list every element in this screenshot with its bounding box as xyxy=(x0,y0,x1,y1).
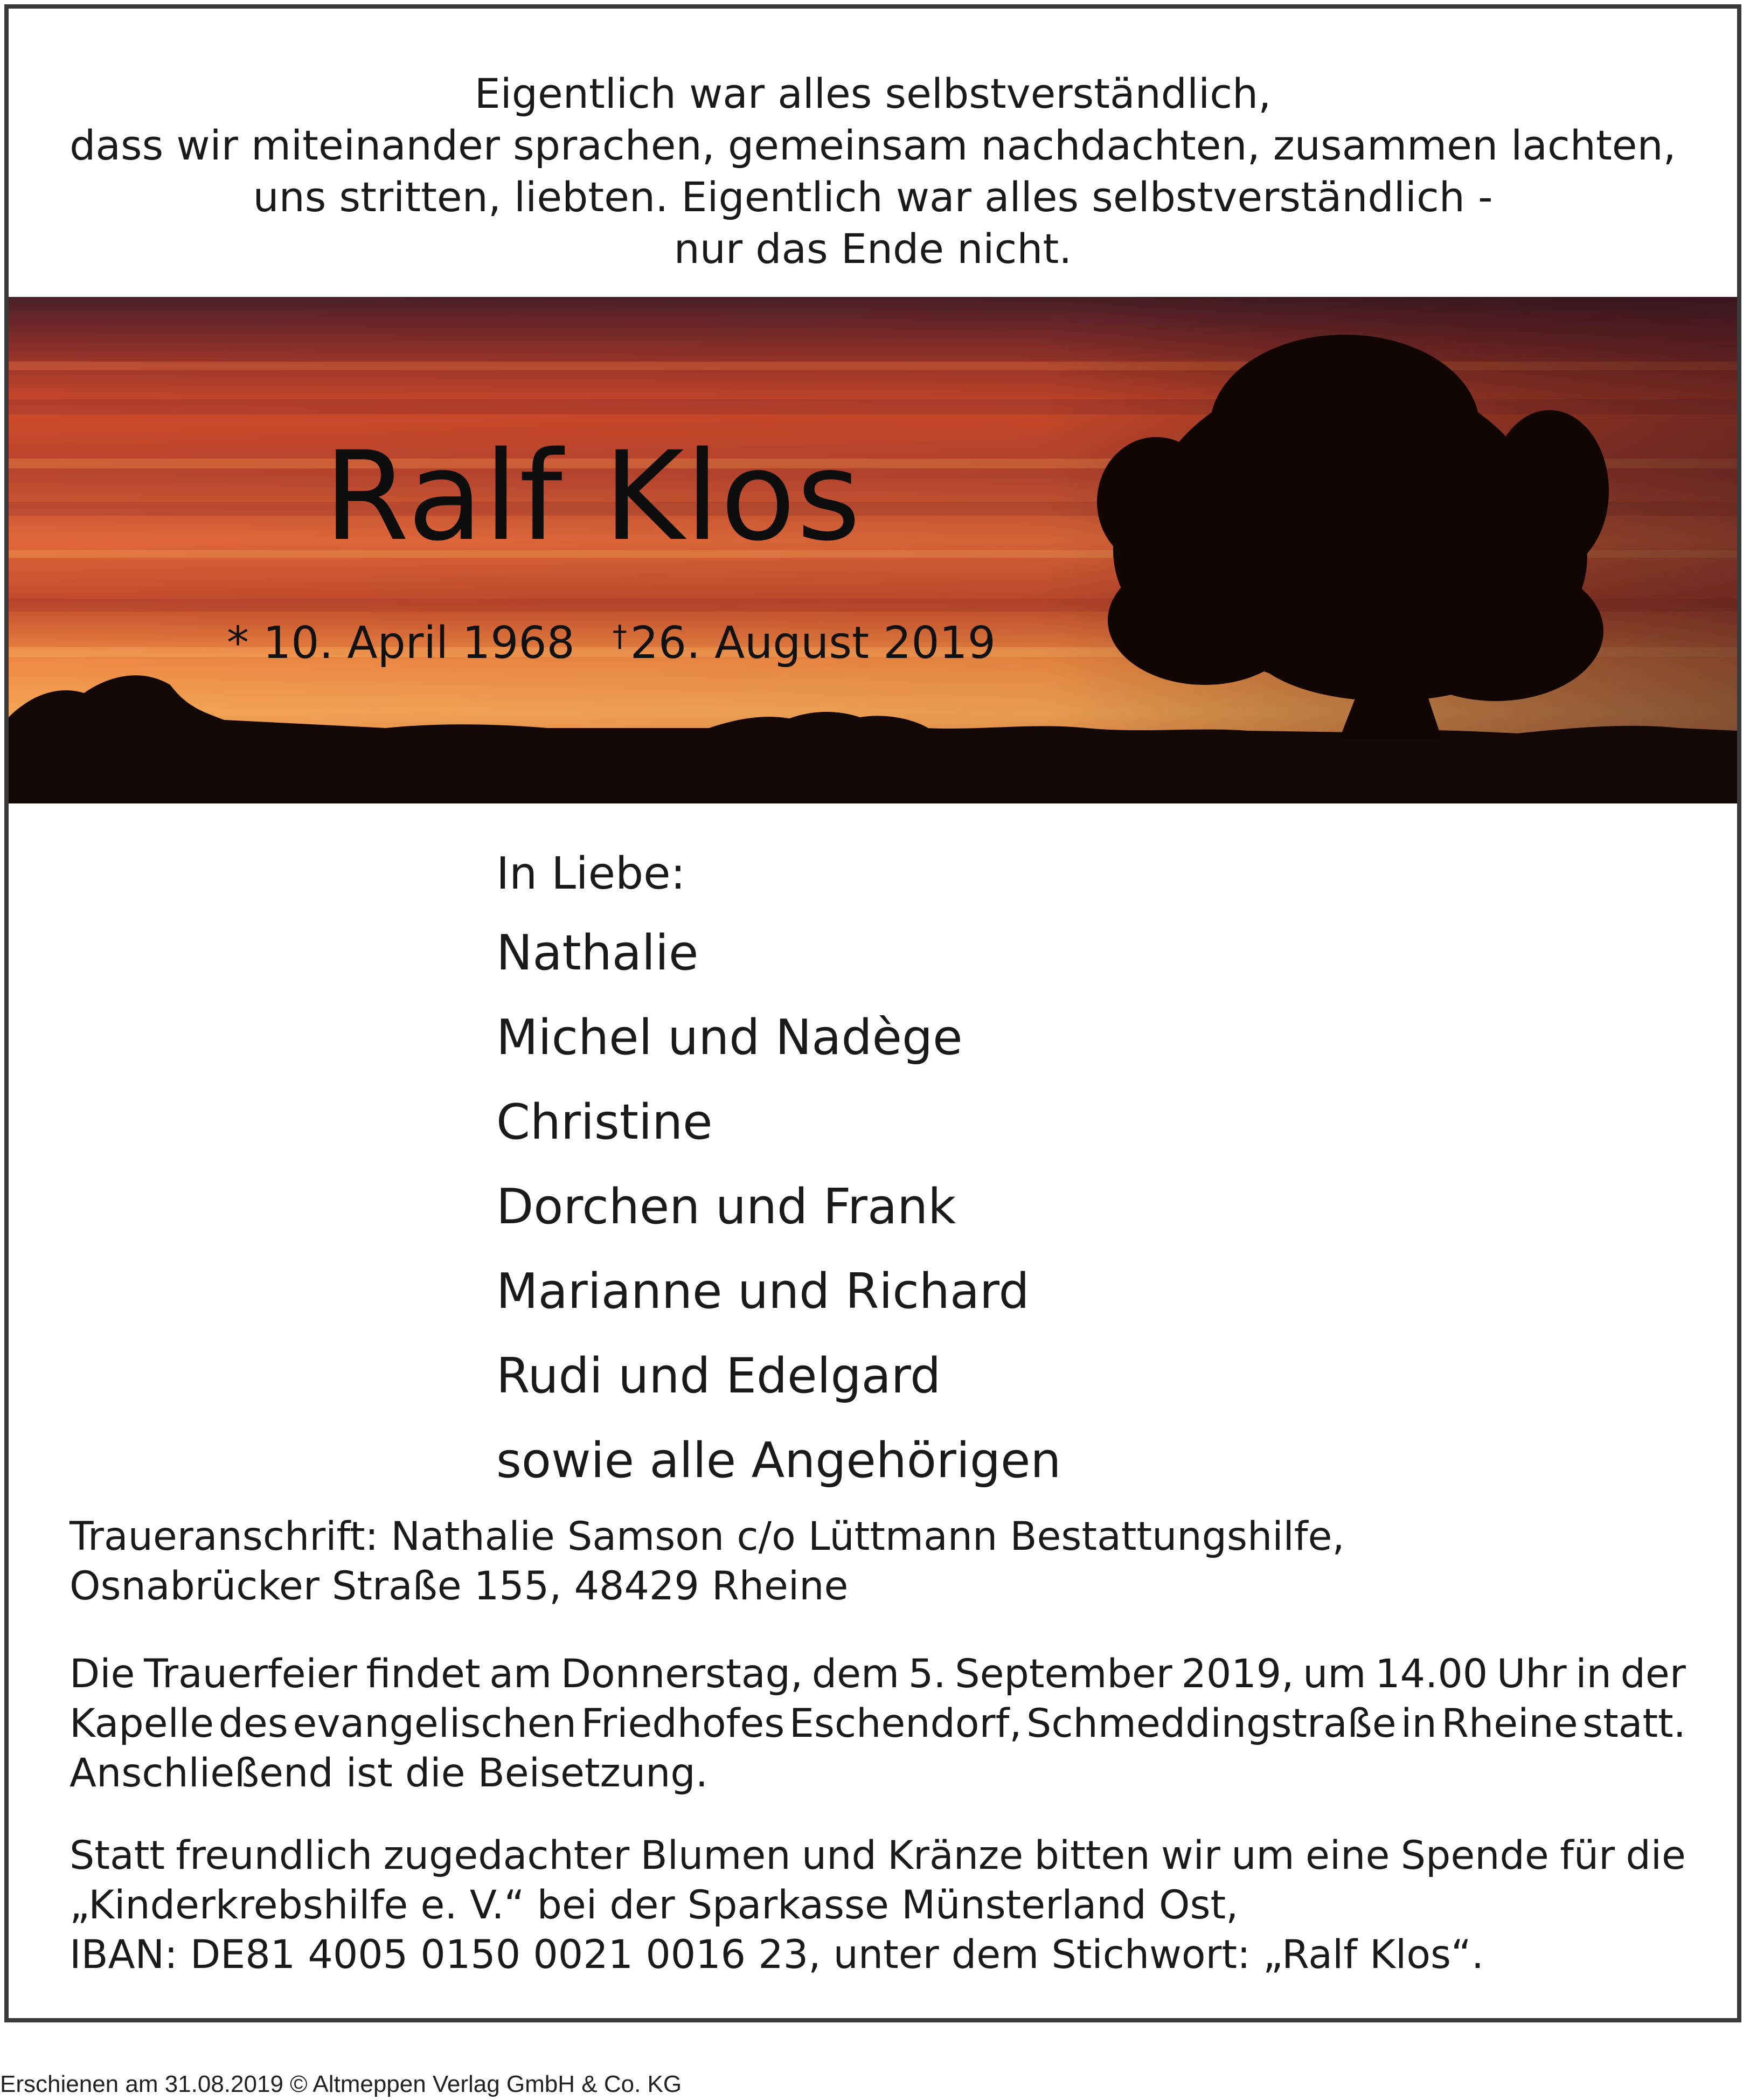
mourner-name: Marianne und Richard xyxy=(496,1263,1030,1320)
word: Kapelle xyxy=(70,1701,214,1746)
ceremony-line xyxy=(70,1649,1686,1699)
word: Friedhofes xyxy=(581,1701,785,1746)
cross-symbol: † xyxy=(612,619,627,653)
mourning-address xyxy=(70,1512,1686,1611)
sunset-banner xyxy=(9,297,1737,803)
word: Statt xyxy=(70,1833,165,1879)
word: um xyxy=(1303,1651,1366,1697)
mourner-name: Nathalie xyxy=(496,925,699,981)
mourner-name: Rudi und Edelgard xyxy=(496,1348,941,1404)
mourner-name: Dorchen und Frank xyxy=(496,1179,956,1235)
word: freundlich xyxy=(176,1833,373,1879)
word: wir xyxy=(1161,1833,1220,1879)
obituary-frame xyxy=(4,4,1741,2022)
donation-line: „Kinderkrebshilfe e. V.“ bei der Sparkasse Münsterland Ost, xyxy=(70,1882,1239,1928)
publication-footer: Erschienen am 31.08.2019 © Altmeppen Verlag GmbH & Co. KG xyxy=(0,2071,682,2097)
mourners-block xyxy=(496,844,1061,1503)
donation-line xyxy=(70,1831,1686,1881)
motto-line: Eigentlich war alles selbstverständlich, xyxy=(474,70,1272,117)
word: die xyxy=(1626,1833,1686,1879)
mourner-name: sowie alle Angehörigen xyxy=(496,1432,1061,1489)
word: am xyxy=(489,1651,552,1697)
word: Eschendorf, xyxy=(789,1701,1022,1746)
word: Donnerstag, xyxy=(560,1651,803,1697)
mourner-name: Michel und Nadège xyxy=(496,1009,963,1066)
mourners-intro: In Liebe: xyxy=(496,848,686,899)
word: Spende xyxy=(1400,1833,1549,1879)
word: des xyxy=(218,1701,288,1746)
word: statt. xyxy=(1582,1701,1686,1746)
word: in xyxy=(1401,1701,1437,1746)
birth-date: * 10. April 1968 xyxy=(227,618,575,669)
word: 2019, xyxy=(1181,1651,1294,1697)
life-dates xyxy=(227,609,996,670)
word: evangelischen xyxy=(293,1701,577,1746)
word: September xyxy=(955,1651,1172,1697)
motto-line: uns stritten, liebten. Eigentlich war alles selbstverständlich - xyxy=(253,173,1493,221)
word: um xyxy=(1231,1833,1295,1879)
word: 5. xyxy=(908,1651,946,1697)
deceased-name: Ralf Klos xyxy=(324,425,862,568)
word: zugedachter xyxy=(383,1833,630,1879)
funeral-ceremony-notice xyxy=(70,1649,1686,1798)
address-line: Traueranschrift: Nathalie Samson c/o Lüttmann Bestattungshilfe, xyxy=(70,1514,1345,1560)
donation-request xyxy=(70,1831,1686,1980)
motto-quote xyxy=(9,68,1737,275)
donation-line: IBAN: DE81 4005 0150 0021 0016 23, unter dem Stichwort: „Ralf Klos“. xyxy=(70,1932,1484,1978)
sunset-tree-image xyxy=(9,297,1737,803)
motto-line: dass wir miteinander sprachen, gemeinsam nachdachten, zusammen lachten, xyxy=(70,121,1676,169)
word: Uhr xyxy=(1496,1651,1567,1697)
word: Blumen xyxy=(640,1833,791,1879)
death-date: 26. August 2019 xyxy=(630,618,996,669)
word: Die xyxy=(70,1651,135,1697)
word: in xyxy=(1575,1651,1612,1697)
word: Trauerfeier xyxy=(144,1651,357,1697)
word: für xyxy=(1560,1833,1615,1879)
word: eine xyxy=(1305,1833,1390,1879)
mourner-name: Christine xyxy=(496,1094,713,1151)
word: dem xyxy=(811,1651,900,1697)
ceremony-line: Anschließend ist die Beisetzung. xyxy=(70,1750,708,1796)
word: Rheine xyxy=(1441,1701,1578,1746)
word: findet xyxy=(366,1651,481,1697)
word: Schmeddingstraße xyxy=(1026,1701,1397,1746)
word: bitten xyxy=(1034,1833,1150,1879)
word: 14.00 xyxy=(1375,1651,1488,1697)
word: Kränze xyxy=(887,1833,1024,1879)
ceremony-line xyxy=(70,1699,1686,1749)
address-line: Osnabrücker Straße 155, 48429 Rheine xyxy=(70,1563,849,1609)
word: und xyxy=(801,1833,877,1879)
motto-line: nur das Ende nicht. xyxy=(673,225,1072,273)
word: der xyxy=(1620,1651,1686,1697)
